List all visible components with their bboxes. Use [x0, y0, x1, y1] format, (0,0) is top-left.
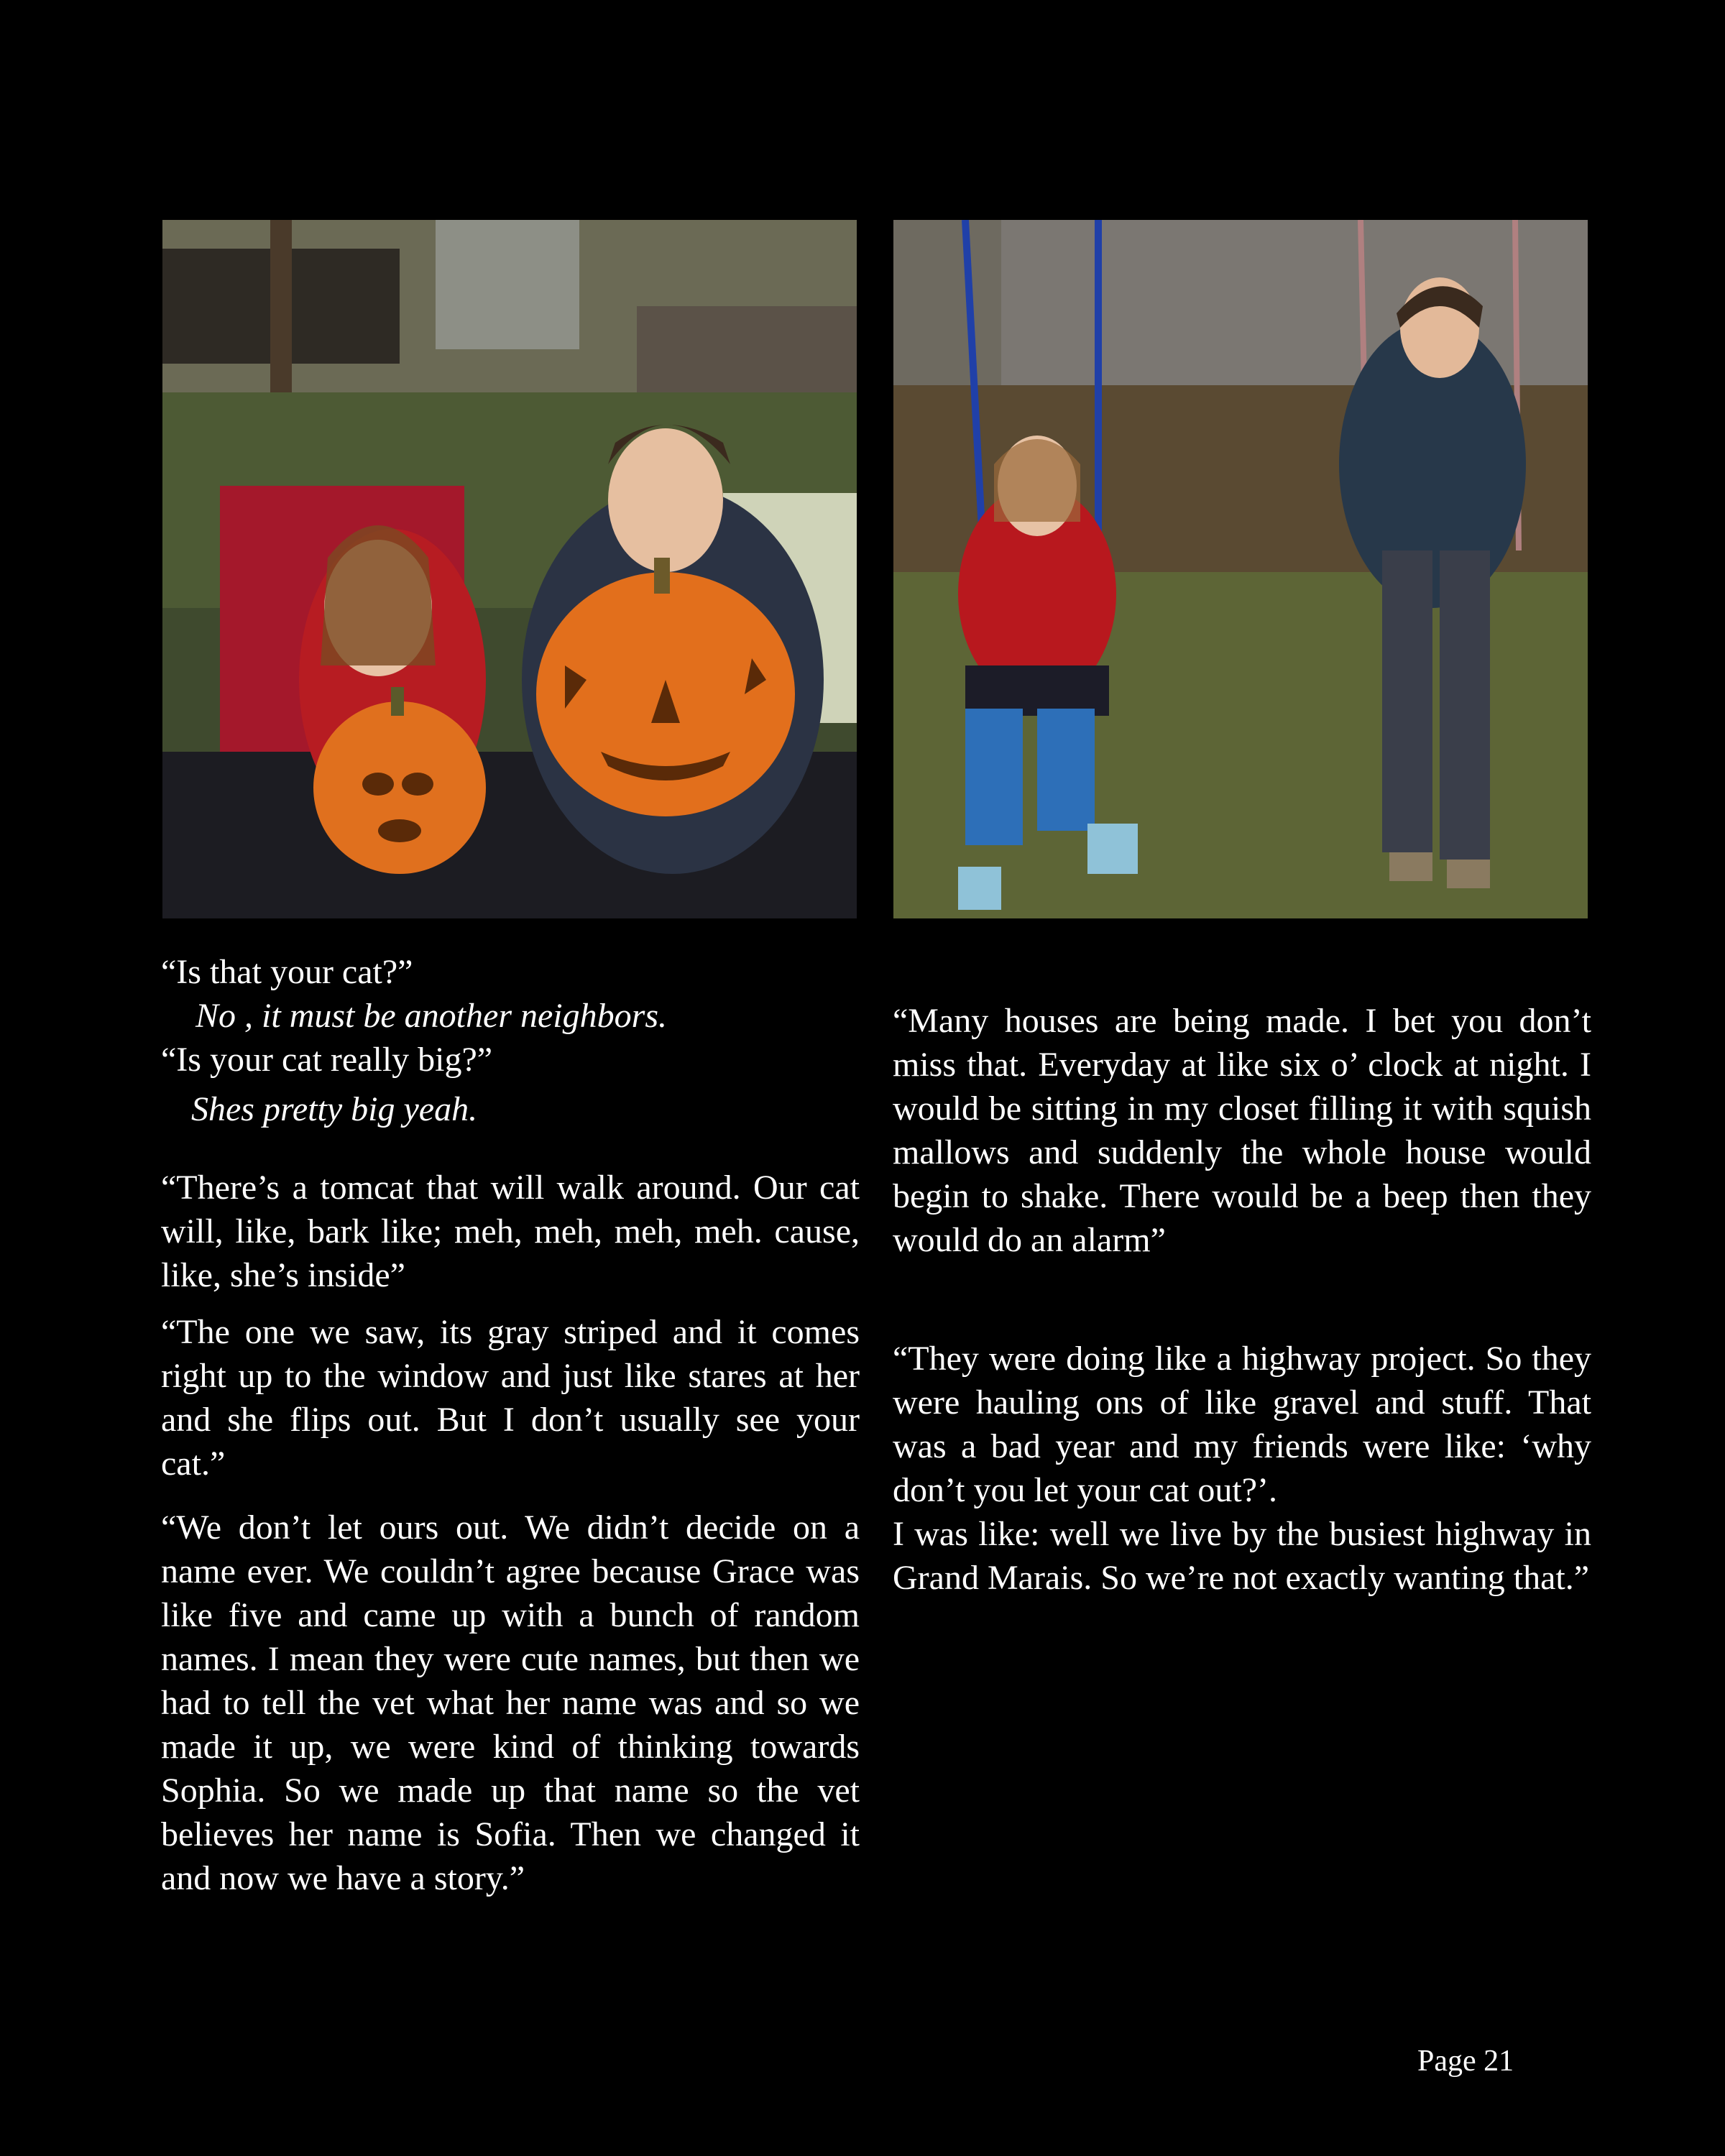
- paragraph-grand-marais: I was like: well we live by the busiest highway in Grand Marais. So we’re not exactly wanting that.”: [893, 1515, 1591, 1597]
- question-2: “Is your cat really big?”: [161, 1041, 493, 1079]
- question-1: “Is that your cat?”: [161, 953, 413, 991]
- photo-swings: [893, 220, 1588, 918]
- paragraph-cat-name: “We don’t let ours out. We didn’t decide on a name ever. We couldn’t agree because Grace was like five and came up with a bunch of random names. I mean they were cute names, but then we had to tell the vet what her name was and so we made it up, we were kind of thinking towards Sophia. So we made up that name so the vet believes her name is Sofia. Then we changed it and now we have a story.”: [161, 1508, 860, 1897]
- page-number: Page 21: [1417, 2045, 1514, 2078]
- right-text-column: [893, 999, 1591, 1600]
- photo-pumpkins: [162, 220, 857, 918]
- paragraph-gray-striped: “The one we saw, its gray striped and it comes right up to the window and just like stares at her and she flips out. But I don’t usually see your cat.”: [161, 1313, 860, 1483]
- answer-2: Shes pretty big yeah.: [191, 1090, 478, 1128]
- left-text-column: [161, 950, 860, 1900]
- paragraph-highway: “They were doing like a highway project. So they were hauling ons of like gravel and stuff. That was a bad year and my friends were like: ‘why don’t you let your cat out?’.: [893, 1340, 1591, 1509]
- paragraph-houses: “Many houses are being made. I bet you don’t miss that. Everyday at like six o’ clock at night. I would be sitting in my closet filling it with squish mallows and suddenly the whole house would begin to shake. There would be a beep then they would do an alarm”: [893, 1002, 1591, 1259]
- answer-1: No , it must be another neighbors.: [196, 997, 667, 1035]
- paragraph-tomcat: “There’s a tomcat that will walk around. Our cat will, like, bark like; meh, meh, meh, meh. cause, like, she’s inside”: [161, 1169, 860, 1294]
